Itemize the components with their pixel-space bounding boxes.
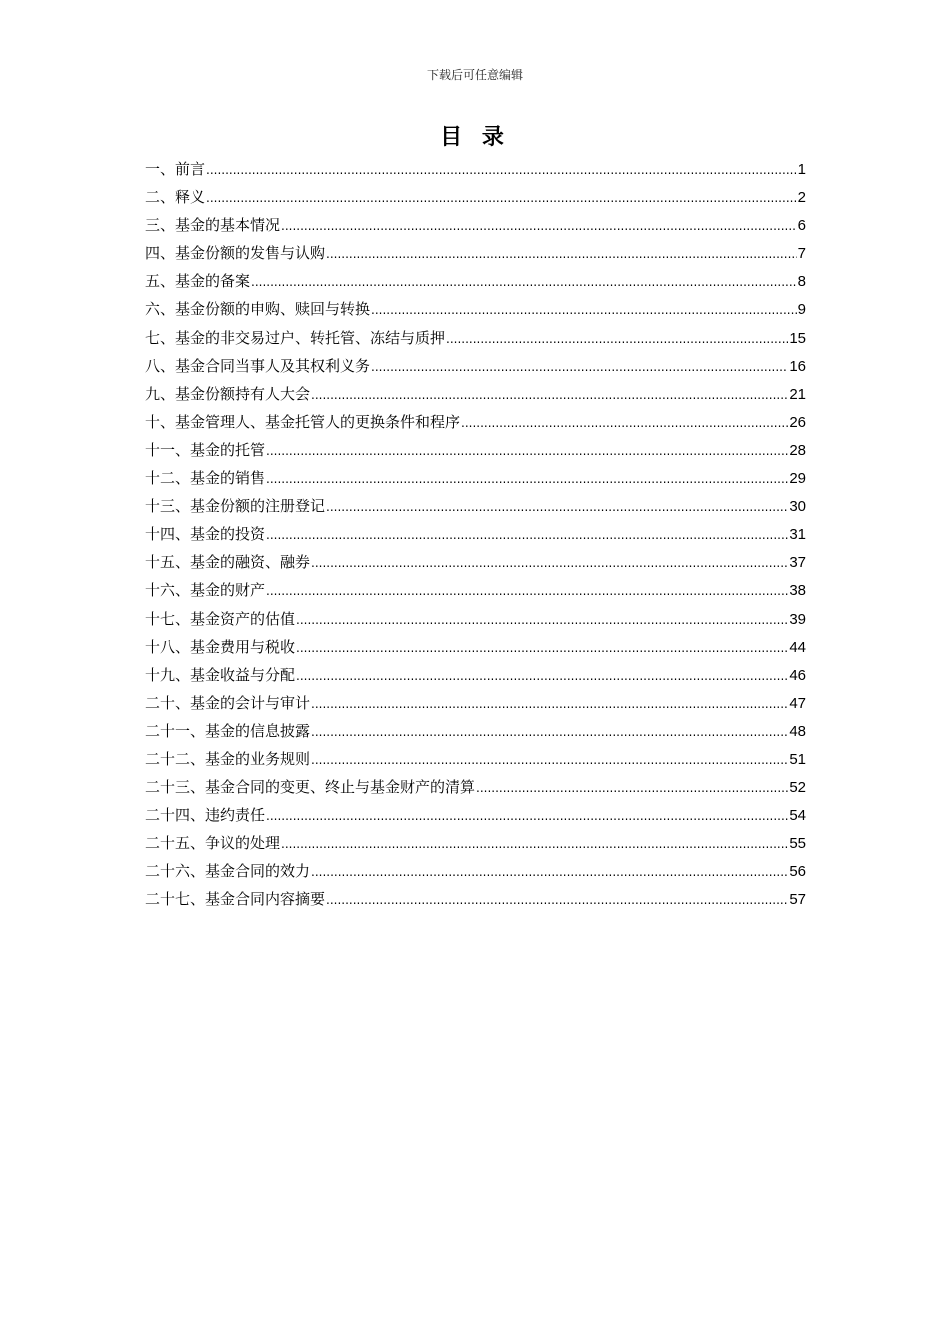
toc-entry-page: 56 — [789, 863, 806, 881]
toc-entry-page: 28 — [789, 441, 806, 459]
toc-entry-19[interactable] — [145, 661, 806, 689]
toc-entry-label: 二十三、基金合同的变更、终止与基金财产的清算 — [145, 778, 476, 797]
toc-entry-page: 37 — [789, 554, 806, 572]
toc-entry-label: 十六、基金的财产 — [145, 581, 266, 600]
toc-entry-14[interactable] — [145, 520, 806, 548]
toc-entry-page: 30 — [789, 498, 806, 516]
toc-dot-leader — [296, 634, 788, 662]
toc-entry-label: 二十七、基金合同内容摘要 — [145, 890, 326, 909]
toc-dot-leader — [266, 521, 788, 549]
table-of-contents — [145, 155, 806, 914]
toc-entry-8[interactable] — [145, 352, 806, 380]
toc-entry-page: 52 — [789, 779, 806, 797]
toc-dot-leader — [281, 212, 797, 240]
toc-dot-leader — [311, 858, 788, 886]
toc-entry-9[interactable] — [145, 380, 806, 408]
toc-entry-page: 54 — [789, 807, 806, 825]
toc-entry-label: 四、基金份额的发售与认购 — [145, 244, 326, 263]
toc-dot-leader — [206, 184, 797, 212]
toc-entry-page: 26 — [789, 413, 806, 431]
toc-dot-leader — [446, 325, 788, 353]
toc-entry-page: 16 — [789, 357, 806, 375]
toc-entry-page: 1 — [797, 161, 806, 178]
toc-entry-25[interactable] — [145, 829, 806, 857]
toc-dot-leader — [206, 156, 797, 184]
toc-entry-10[interactable] — [145, 408, 806, 436]
toc-dot-leader — [251, 268, 797, 296]
toc-entry-7[interactable] — [145, 324, 806, 352]
toc-dot-leader — [326, 886, 788, 914]
toc-entry-23[interactable] — [145, 773, 806, 801]
toc-dot-leader — [326, 240, 797, 268]
toc-entry-page: 8 — [797, 273, 806, 291]
toc-entry-13[interactable] — [145, 492, 806, 520]
toc-dot-leader — [371, 353, 788, 381]
toc-dot-leader — [371, 296, 797, 324]
toc-entry-page: 48 — [789, 722, 806, 740]
toc-entry-page: 29 — [789, 470, 806, 488]
toc-entry-label: 二十、基金的会计与审计 — [145, 693, 311, 712]
toc-entry-label: 二十四、违约责任 — [145, 806, 266, 825]
toc-dot-leader — [311, 718, 788, 746]
toc-entry-label: 二十六、基金合同的效力 — [145, 862, 311, 881]
toc-entry-page: 21 — [789, 385, 806, 403]
toc-entry-label: 十一、基金的托管 — [145, 440, 266, 459]
toc-entry-label: 二十五、争议的处理 — [145, 834, 281, 853]
toc-title: 目 录 — [440, 125, 510, 150]
toc-entry-label: 一、前言 — [145, 160, 206, 178]
toc-entry-20[interactable] — [145, 689, 806, 717]
toc-entry-page: 39 — [789, 610, 806, 628]
toc-entry-21[interactable] — [145, 717, 806, 745]
toc-entry-label: 二十一、基金的信息披露 — [145, 721, 311, 740]
toc-entry-label: 十八、基金费用与税收 — [145, 637, 296, 656]
toc-entry-label: 八、基金合同当事人及其权利义务 — [145, 356, 371, 375]
toc-entry-3[interactable] — [145, 211, 806, 239]
toc-entry-label: 三、基金的基本情况 — [145, 216, 281, 235]
toc-entry-label: 二十二、基金的业务规则 — [145, 749, 311, 768]
toc-entry-16[interactable] — [145, 576, 806, 604]
toc-dot-leader — [476, 774, 788, 802]
toc-dot-leader — [311, 381, 788, 409]
toc-entry-4[interactable] — [145, 239, 806, 267]
toc-entry-label: 二、释义 — [145, 188, 206, 207]
toc-dot-leader — [326, 493, 788, 521]
toc-entry-6[interactable] — [145, 295, 806, 323]
toc-entry-label: 十九、基金收益与分配 — [145, 665, 296, 684]
toc-entry-1[interactable] — [145, 155, 806, 183]
toc-dot-leader — [311, 746, 788, 774]
toc-entry-page: 6 — [797, 217, 806, 235]
toc-entry-18[interactable] — [145, 633, 806, 661]
toc-entry-label: 十五、基金的融资、融券 — [145, 553, 311, 572]
toc-dot-leader — [296, 662, 788, 690]
toc-entry-17[interactable] — [145, 605, 806, 633]
toc-entry-15[interactable] — [145, 548, 806, 576]
toc-entry-label: 十二、基金的销售 — [145, 469, 266, 488]
toc-entry-page: 46 — [789, 666, 806, 684]
toc-dot-leader — [461, 409, 788, 437]
toc-entry-22[interactable] — [145, 745, 806, 773]
toc-dot-leader — [266, 465, 788, 493]
toc-entry-11[interactable] — [145, 436, 806, 464]
toc-entry-page: 57 — [789, 891, 806, 909]
toc-entry-page: 38 — [789, 582, 806, 600]
toc-dot-leader — [296, 606, 788, 634]
toc-dot-leader — [266, 577, 788, 605]
toc-entry-label: 七、基金的非交易过户、转托管、冻结与质押 — [145, 328, 446, 347]
toc-entry-page: 9 — [797, 301, 806, 319]
page-header-note: 下载后可任意编辑 — [426, 68, 523, 82]
toc-entry-label: 五、基金的备案 — [145, 272, 251, 291]
toc-entry-page: 44 — [789, 638, 806, 656]
toc-entry-label: 九、基金份额持有人大会 — [145, 384, 311, 403]
toc-entry-label: 十三、基金份额的注册登记 — [145, 497, 326, 516]
toc-entry-label: 十、基金管理人、基金托管人的更换条件和程序 — [145, 412, 461, 431]
toc-entry-27[interactable] — [145, 885, 806, 913]
toc-entry-label: 十七、基金资产的估值 — [145, 609, 296, 628]
toc-entry-page: 2 — [797, 189, 806, 207]
toc-entry-2[interactable] — [145, 183, 806, 211]
toc-dot-leader — [266, 437, 788, 465]
toc-dot-leader — [311, 549, 788, 577]
toc-entry-26[interactable] — [145, 857, 806, 885]
toc-entry-24[interactable] — [145, 801, 806, 829]
toc-dot-leader — [311, 690, 788, 718]
toc-entry-page: 7 — [797, 245, 806, 263]
toc-dot-leader — [266, 802, 788, 830]
toc-entry-5[interactable] — [145, 267, 806, 295]
toc-entry-page: 47 — [789, 694, 806, 712]
toc-entry-page: 55 — [789, 835, 806, 853]
toc-entry-page: 15 — [789, 329, 806, 347]
toc-entry-12[interactable] — [145, 464, 806, 492]
toc-dot-leader — [281, 830, 788, 858]
toc-entry-page: 31 — [789, 526, 806, 544]
toc-entry-label: 十四、基金的投资 — [145, 525, 266, 544]
toc-entry-label: 六、基金份额的申购、赎回与转换 — [145, 300, 371, 319]
toc-entry-page: 51 — [789, 750, 806, 768]
